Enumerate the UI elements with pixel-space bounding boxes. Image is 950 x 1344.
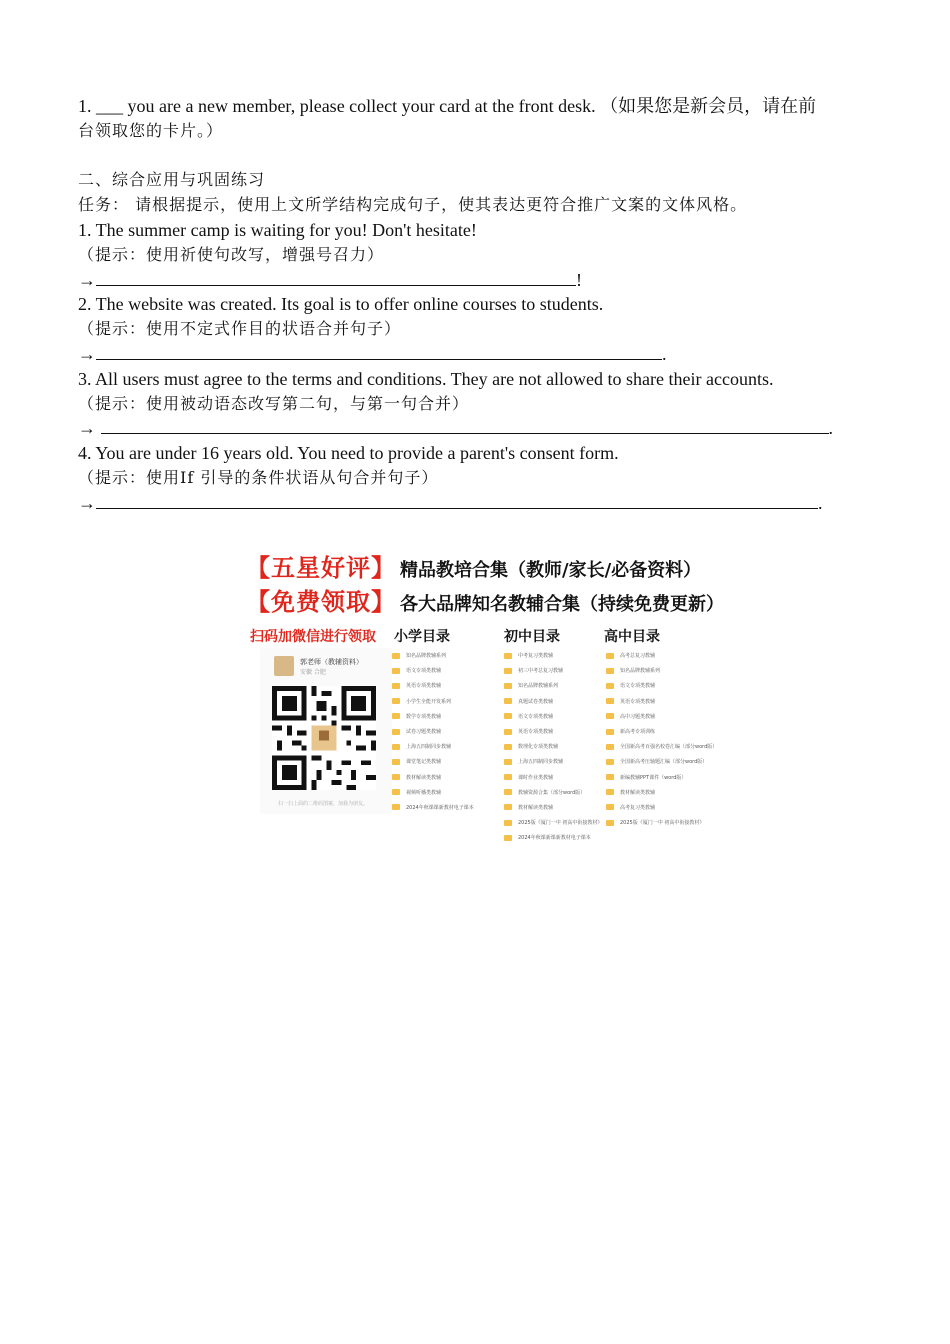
folder-icon [392,759,400,765]
primary-catalog-title: 小学目录 [394,629,450,645]
answer-blank[interactable] [96,343,662,360]
document-body [78,94,888,516]
item-2-answer-line[interactable] [78,342,888,367]
folder-icon [606,668,614,674]
item-3-hint: （提示：使用被动语态改写第二句，与第一句合并） [78,393,470,413]
catalog-item[interactable]: 视频听播类教辅 [392,785,474,800]
catalog-item[interactable]: 高考总复习教辅 [606,648,717,663]
arrow-icon: → [78,269,96,290]
folder-icon [606,653,614,659]
promo-row-1-highlight: 【五星好评】 [246,554,396,582]
folder-icon [392,683,400,689]
item-3-answer-line[interactable] [78,416,888,441]
catalog-item[interactable]: 2025版《厦门一中 初高中衔接教材》 [606,815,717,830]
folder-icon [392,744,400,750]
folder-icon [504,774,512,780]
catalog-item[interactable]: 试卷习题类教辅 [392,724,474,739]
section-heading: 二、综合应用与巩固练习 [78,170,266,190]
folder-icon [504,835,512,841]
folder-icon [606,744,614,750]
item-4-sentence: 4. You are under 16 years old. You need to provide a parent's consent form. [78,443,619,464]
answer-blank[interactable] [101,417,829,434]
scan-label: 扫码加微信进行领取 [250,629,376,645]
intro-line-1: 1. ___ you are a new member, please collect your card at the front desk. （如果您是新会员，请在前 [78,96,817,116]
item-1-sentence: 1. The summer camp is waiting for you! Don't hesitate! [78,219,477,240]
folder-icon [392,804,400,810]
arrow-icon: → [78,418,101,439]
catalog-item[interactable]: 上海五四制同步教辅 [392,739,474,754]
folder-icon [606,698,614,704]
answer-blank[interactable] [96,492,818,509]
folder-icon [504,729,512,735]
avatar [274,656,294,676]
qr-code-icon[interactable] [272,686,376,790]
catalog-item[interactable]: 上海五四制同步教辅 [504,754,602,769]
catalog-item[interactable]: 教辅资源合集（部分word版） [504,785,602,800]
folder-icon [606,729,614,735]
task-instruction: 任务： 请根据提示，使用上文所学结构完成句子，使其表达更符合推广文案的文体风格。 [78,195,748,215]
folder-icon [504,668,512,674]
catalog-item[interactable]: 小学生全能开发系列 [392,694,474,709]
folder-icon [504,653,512,659]
folder-icon [504,698,512,704]
catalog-item[interactable]: 教材解读类教辅 [606,785,717,800]
folder-icon [504,804,512,810]
catalog-item[interactable]: 教材解读类教辅 [504,800,602,815]
promo-row-2 [246,582,724,617]
catalog-item[interactable]: 数理化专项类教辅 [504,739,602,754]
item-2-sentence: 2. The website was created. Its goal is to offer online courses to students. [78,294,604,315]
item-4-hint: （提示：使用If 引导的条件状语从句合并句子） [78,467,439,487]
catalog-item[interactable]: 全国新高考压轴题汇编（部分word版） [606,754,717,769]
catalog-item[interactable]: 教材解读类教辅 [392,770,474,785]
high-catalog-title: 高中目录 [604,629,660,645]
folder-icon [392,774,400,780]
folder-icon [504,713,512,719]
answer-end-punct: ! [576,269,582,290]
middle-catalog-list [504,648,602,845]
folder-icon [504,744,512,750]
catalog-item[interactable]: 真题试卷类教辅 [504,694,602,709]
promo-row-2-text: 各大品牌知名教辅合集（持续免费更新） [400,594,724,615]
folder-icon [606,713,614,719]
catalog-item[interactable]: 课时作业类教辅 [504,770,602,785]
intro-line-2: 台领取您的卡片。） [78,120,224,140]
folder-icon [606,759,614,765]
catalog-item[interactable]: 2024年秋课课新教材电子课本 [392,800,474,815]
catalog-item[interactable]: 语文专项类教辅 [606,678,717,693]
promo-row-2-highlight: 【免费领取】 [246,588,396,616]
answer-end-punct: . [662,343,667,364]
contact-name: 郭老师（教辅资料） [300,658,363,666]
catalog-item[interactable]: 英语专项类教辅 [606,694,717,709]
folder-icon [392,698,400,704]
wechat-contact-card [260,648,392,814]
folder-icon [392,668,400,674]
folder-icon [504,759,512,765]
folder-icon [504,789,512,795]
catalog-item[interactable]: 新高考专项训练 [606,724,717,739]
catalog-item[interactable]: 中考复习类教辅 [504,648,602,663]
answer-end-punct: . [818,492,823,513]
catalog-item[interactable]: 知名品牌教辅系列 [504,678,602,693]
folder-icon [606,820,614,826]
folder-icon [504,820,512,826]
middle-catalog-title: 初中目录 [504,629,560,645]
catalog-item[interactable]: 语文专项类教辅 [392,663,474,678]
arrow-icon: → [78,492,96,513]
catalog-item[interactable]: 数学专项类教辅 [392,709,474,724]
item-4-answer-line[interactable] [78,491,888,516]
folder-icon [606,789,614,795]
promo-banner [246,540,724,842]
catalog-item[interactable]: 英语专项类教辅 [392,678,474,693]
catalog-item[interactable]: 2024年秋课新课新教材电子课本 [504,830,602,845]
answer-blank[interactable] [96,269,576,286]
catalog-item[interactable]: 全国新高考百强名校卷汇编（部分word版） [606,739,717,754]
catalog-item[interactable]: 课堂笔记类教辅 [392,754,474,769]
item-1-hint: （提示：使用祈使句改写，增强号召力） [78,244,385,264]
arrow-icon: → [78,343,96,364]
promo-row-1-text: 精品教培合集（教师/家长/必备资料） [400,560,702,581]
folder-icon [504,683,512,689]
promo-row-1 [246,548,701,583]
high-catalog-list [606,648,717,830]
folder-icon [606,804,614,810]
catalog-item[interactable]: 高中习题类教辅 [606,709,717,724]
item-1-answer-line[interactable] [78,268,888,293]
catalog-item[interactable]: 新编教辅PPT课件（word版） [606,770,717,785]
item-2-hint: （提示：使用不定式作目的状语合并句子） [78,319,402,339]
folder-icon [392,653,400,659]
folder-icon [392,789,400,795]
qr-caption: 扫一扫上面的二维码图案，加我为朋友。 [278,801,369,807]
catalog-item[interactable]: 英语专项类教辅 [504,724,602,739]
folder-icon [392,713,400,719]
spacer [78,144,888,169]
catalog-item[interactable]: 2025版《厦门一中 初高中衔接教材》 [504,815,602,830]
catalog-item[interactable]: 高考复习类教辅 [606,800,717,815]
folder-icon [392,729,400,735]
folder-icon [606,774,614,780]
catalog-item[interactable]: 知名品牌教辅系列 [392,648,474,663]
catalog-item[interactable]: 初三中考总复习教辅 [504,663,602,678]
primary-catalog-list [392,648,474,815]
item-3-sentence: 3. All users must agree to the terms and conditions. They are not allowed to share their accounts. [78,368,774,389]
folder-icon [606,683,614,689]
contact-region: 安徽 合肥 [300,669,326,676]
answer-end-punct: . [828,418,833,439]
catalog-item[interactable]: 语文专项类教辅 [504,709,602,724]
catalog-item[interactable]: 知名品牌教辅系列 [606,663,717,678]
